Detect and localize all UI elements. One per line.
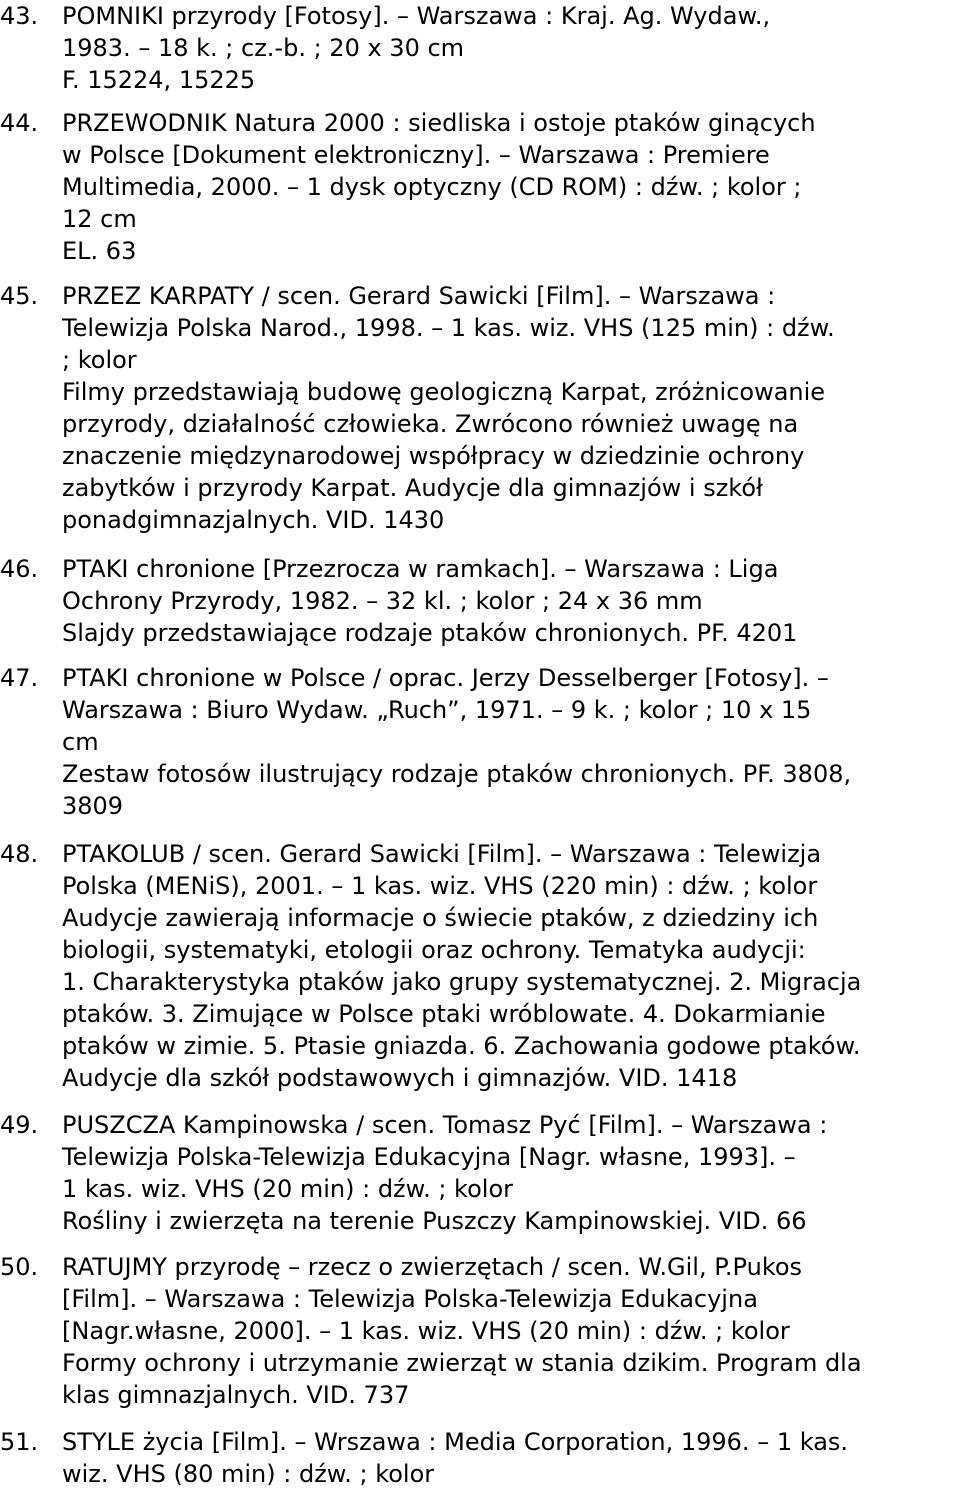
entry-line: ptaków w zimie. 5. Ptasie gniazda. 6. Zachowania godowe ptaków. [62,1032,861,1060]
entry-number: 43. [0,2,39,30]
entry-line: 1 kas. wiz. VHS (20 min) : dźw. ; kolor [62,1175,513,1203]
entry-line: Audycje dla szkół podstawowych i gimnazjów. VID. 1418 [62,1064,738,1092]
entry-line: znaczenie międzynarodowej współpracy w dziedzinie ochrony [62,442,805,470]
entry-line: Filmy przedstawiają budowę geologiczną Karpat, zróżnicowanie [62,378,826,406]
entry-line: biologii, systematyki, etologii oraz ochrony. Tematyka audycji: [62,936,806,964]
entry-line: PRZEWODNIK Natura 2000 : siedliska i ostoje ptaków ginących [62,109,816,137]
entry-line: Warszawa : Biuro Wydaw. „Ruch”, 1971. – 9 k. ; kolor ; 10 x 15 [62,696,812,724]
entry-line: POMNIKI przyrody [Fotosy]. – Warszawa : Kraj. Ag. Wydaw., [62,2,771,30]
entry-line: Telewizja Polska-Telewizja Edukacyjna [Nagr. własne, 1993]. – [62,1143,796,1171]
entry-line: klas gimnazjalnych. VID. 737 [62,1381,410,1409]
entry-line: STYLE życia [Film]. – Wrszawa : Media Corporation, 1996. – 1 kas. [62,1428,849,1456]
entry-line: PTAKI chronione w Polsce / oprac. Jerzy Desselberger [Fotosy]. – [62,664,829,692]
entry-line: 12 cm [62,205,137,233]
entry-line: EL. 63 [62,237,137,265]
entry-line: PUSZCZA Kampinowska / scen. Tomasz Pyć [Film]. – Warszawa : [62,1111,828,1139]
entry-line: Ochrony Przyrody, 1982. – 32 kl. ; kolor ; 24 x 36 mm [62,587,703,615]
entry-line: PRZEZ KARPATY / scen. Gerard Sawicki [Film]. – Warszawa : [62,282,776,310]
entry-line: ptaków. 3. Zimujące w Polsce ptaki wróblowate. 4. Dokarmianie [62,1000,826,1028]
entry-line: cm [62,728,99,756]
entry-line: RATUJMY przyrodę – rzecz o zwierzętach / scen. W.Gil, P.Pukos [62,1253,803,1281]
entry-number: 48. [0,840,39,868]
entry-line: 1983. – 18 k. ; cz.-b. ; 20 x 30 cm [62,34,465,62]
entry-line: 1. Charakterystyka ptaków jako grupy systematycznej. 2. Migracja [62,968,862,996]
entry-number: 47. [0,664,39,692]
entry-line: Slajdy przedstawiające rodzaje ptaków chronionych. PF. 4201 [62,619,798,647]
entry-number: 49. [0,1111,39,1139]
entry-number: 46. [0,555,39,583]
entry-line: Zestaw fotosów ilustrujący rodzaje ptaków chronionych. PF. 3808, [62,760,852,788]
entry-line: Multimedia, 2000. – 1 dysk optyczny (CD ROM) : dźw. ; kolor ; [62,173,802,201]
entry-line: [Film]. – Warszawa : Telewizja Polska-Telewizja Edukacyjna [62,1285,758,1313]
entry-number: 45. [0,282,39,310]
entry-number: 51. [0,1428,39,1456]
entry-number: 50. [0,1253,39,1281]
entry-line: wiz. VHS (80 min) : dźw. ; kolor [62,1460,435,1488]
entry-line: Audycje zawierają informacje o świecie ptaków, z dziedziny ich [62,904,819,932]
entry-line: Formy ochrony i utrzymanie zwierząt w stania dzikim. Program dla [62,1349,862,1377]
entry-line: [Nagr.własne, 2000]. – 1 kas. wiz. VHS (20 min) : dźw. ; kolor [62,1317,790,1345]
entry-number: 44. [0,109,39,137]
entry-line: ; kolor [62,346,137,374]
entry-line: 3809 [62,792,124,820]
entry-line: Rośliny i zwierzęta na terenie Puszczy Kampinowskiej. VID. 66 [62,1207,807,1235]
entry-line: ponadgimnazjalnych. VID. 1430 [62,506,445,534]
entry-line: Telewizja Polska Narod., 1998. – 1 kas. wiz. VHS (125 min) : dźw. [62,314,835,342]
entry-line: Polska (MENiS), 2001. – 1 kas. wiz. VHS (220 min) : dźw. ; kolor [62,872,818,900]
entry-line: zabytków i przyrody Karpat. Audycje dla gimnazjów i szkół [62,474,763,502]
entry-line: przyrody, działalność człowieka. Zwrócono również uwagę na [62,410,799,438]
entry-line: PTAKOLUB / scen. Gerard Sawicki [Film]. – Warszawa : Telewizja [62,840,822,868]
entry-line: PTAKI chronione [Przezrocza w ramkach]. – Warszawa : Liga [62,555,779,583]
entry-line: F. 15224, 15225 [62,66,256,94]
entry-line: w Polsce [Dokument elektroniczny]. – Warszawa : Premiere [62,141,770,169]
